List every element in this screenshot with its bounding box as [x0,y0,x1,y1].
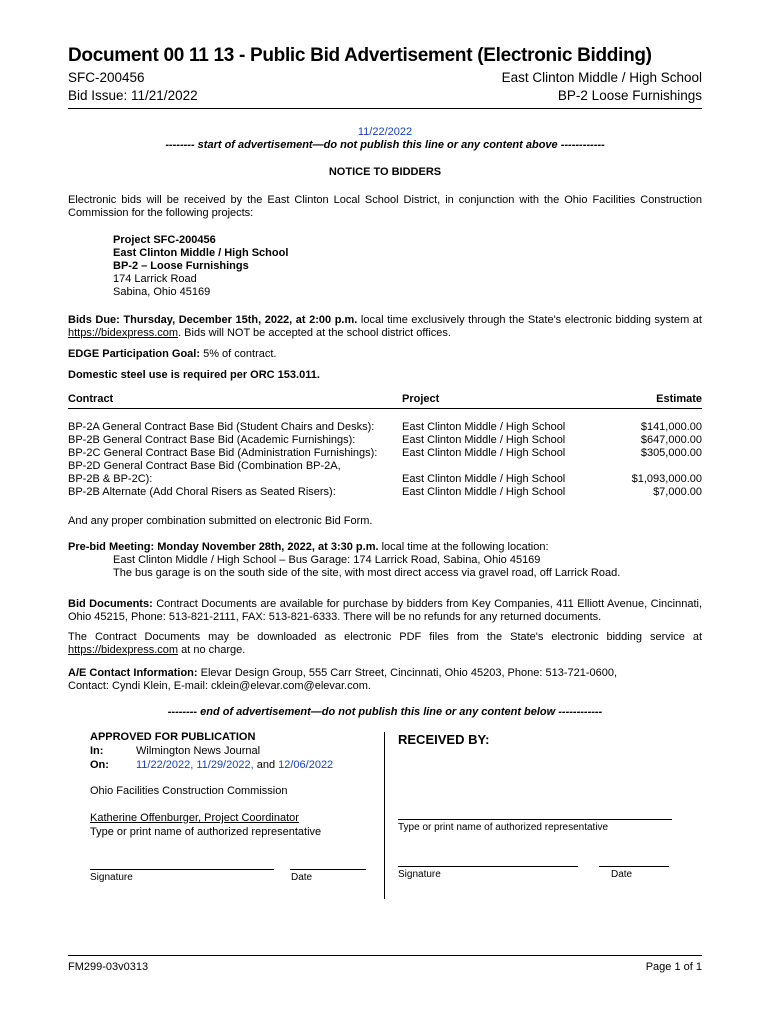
project-line-3: BP-2 – Loose Furnishings [113,260,249,272]
ad-start-line: -------- start of advertisement—do not publish this line or any content above ------------ [165,139,605,151]
project-cell: East Clinton Middle / High School [402,447,566,459]
receiver-caption: Type or print name of authorized representative [398,822,609,833]
notice-heading: NOTICE TO BIDDERS [328,166,442,178]
project-line-2: East Clinton Middle / High School [113,247,289,259]
contract-cell: BP-2B General Contract Base Bid (Academic Furnishings): [68,434,356,446]
bidexpress-link[interactable]: https://bidexpress.com [68,327,179,339]
bids-due-tail: . Bids will NOT be accepted at the school district offices. [178,327,451,339]
bid-documents [68,598,702,624]
approving-org: Ohio Facilities Construction Commission [90,785,288,797]
contract-cell: BP-2D General Contract Base Bid (Combination BP-2A, [68,460,341,472]
ae-contact-label: A/E Contact Information: [68,667,198,679]
on-and: and [253,759,279,771]
estimate-cell [592,460,702,473]
estimate-cell: $647,000.00 [640,434,702,446]
on-dates-b: 12/06/2022 [278,759,334,771]
receiver-date-label: Date [611,869,633,880]
approver-signature-label: Signature [90,872,133,883]
combination-note: And any proper combination submitted on electronic Bid Form. [68,515,373,527]
table-row [68,473,702,486]
prebid-text: local time at the following location: [378,541,549,553]
school-name: East Clinton Middle / High School [501,70,702,85]
approved-heading: APPROVED FOR PUBLICATION [90,731,256,743]
download-paragraph [68,631,702,657]
ae-contact-person: Contact: Cyndi Klein, E-mail: cklein@elevar.com@elevar.com. [68,680,371,692]
header-project: Project [402,393,592,409]
ae-contact [68,667,702,693]
receiver-date-line [599,866,669,867]
signature-divider [384,732,385,899]
download-text: The Contract Documents may be downloaded as electronic PDF files from the State's electronic bidding service at [68,631,702,643]
bids-due-label: Bids Due: Thursday, December 15th, 2022, at 2:00 p.m. [68,314,358,326]
intro-paragraph: Electronic bids will be received by the East Clinton Local School District, in conjunction with the Ohio Facilities Construction Commission for the following projects: [68,194,702,219]
prebid-location [113,554,620,580]
table-header-row [68,393,702,409]
download-tail: at no charge. [178,644,246,656]
form-id: FM299-03v0313 [68,961,149,973]
footer-rule [68,955,702,956]
project-cell [402,460,592,473]
estimate-cell: $305,000.00 [640,447,702,459]
approver-caption: Type or print name of authorized representative [90,826,322,838]
prebid-location-line-1: East Clinton Middle / High School – Bus Garage: 174 Larrick Road, Sabina, Ohio 45169 [113,554,541,566]
steel-requirement: Domestic steel use is required per ORC 153.011. [68,369,320,381]
table-row [68,447,702,460]
in-value: Wilmington News Journal [136,745,261,757]
contracts-table [68,393,702,499]
project-cell: East Clinton Middle / High School [402,421,566,433]
contract-cell: BP-2B & BP-2C): [68,473,153,485]
bid-documents-label: Bid Documents: [68,598,153,610]
prebid-location-line-2: The bus garage is on the south side of the site, with most direct access via gravel road, off Larrick Road. [113,567,621,579]
edge-goal [68,348,702,361]
edge-label: EDGE Participation Goal: [68,348,201,360]
project-block [113,234,288,299]
approver-name: Katherine Offenburger, Project Coordinator [90,812,299,824]
on-dates-a: 11/22/2022, 11/29/2022, [136,759,254,771]
receiver-signature-line [398,866,578,867]
download-link[interactable]: https://bidexpress.com [68,644,179,656]
receiver-name-line [398,819,672,820]
bids-due-text: local time exclusively through the State's electronic bidding system at [357,314,702,326]
approver-date-label: Date [291,872,313,883]
ae-contact-text: Elevar Design Group, 555 Carr Street, Cincinnati, Ohio 45203, Phone: 513-721-0600, [197,667,618,679]
contract-cell: BP-2C General Contract Base Bid (Administration Furnishings): [68,447,378,459]
bids-due-paragraph [68,314,702,340]
estimate-cell: $1,093,000.00 [631,473,702,485]
table-row [68,460,702,473]
project-line-5: Sabina, Ohio 45169 [113,286,211,298]
prebid-meeting [68,541,702,554]
received-heading: RECEIVED BY: [398,732,490,747]
contract-cell: BP-2A General Contract Base Bid (Student Chairs and Desks): [68,421,375,433]
package-name: BP-2 Loose Furnishings [557,88,702,103]
bid-issue: Bid Issue: 11/21/2022 [68,88,198,103]
in-label: In: [90,745,104,757]
approver-signature-line [90,869,274,870]
project-cell: East Clinton Middle / High School [402,434,566,446]
header-rule [68,108,702,109]
table-row [68,486,702,499]
header-contract: Contract [68,393,402,409]
ad-end-line: -------- end of advertisement—do not publish this line or any content below ------------ [167,706,603,718]
on-label: On: [90,759,109,771]
page-number: Page 1 of 1 [645,961,702,973]
estimate-cell: $141,000.00 [640,421,702,433]
ad-date: 11/22/2022 [357,126,413,138]
document-title: Document 00 11 13 - Public Bid Advertisement (Electronic Bidding) [68,45,652,66]
project-cell: East Clinton Middle / High School [402,486,566,498]
project-line-4: 174 Larrick Road [113,273,197,285]
receiver-signature-label: Signature [398,869,441,880]
edge-value: 5% of contract. [200,348,277,360]
approver-date-line [290,869,366,870]
project-line-1: Project SFC-200456 [113,234,216,246]
prebid-label: Pre-bid Meeting: Monday November 28th, 2022, at 3:30 p.m. [68,541,379,553]
header-estimate: Estimate [592,393,702,409]
bid-documents-text: Contract Documents are available for purchase by bidders from Key Companies, 411 Elliott Avenue, Cincinnati, Ohio 45215, Phone: 513-821-2111, FAX: 513-821-6333. There will be no refunds for any returned documents. [68,598,702,623]
table-row [68,421,702,434]
project-number: SFC-200456 [68,70,145,85]
estimate-cell: $7,000.00 [653,486,702,498]
project-cell: East Clinton Middle / High School [402,473,566,485]
table-row [68,434,702,447]
on-dates [136,759,333,772]
contract-cell: BP-2B Alternate (Add Choral Risers as Seated Risers): [68,486,336,498]
